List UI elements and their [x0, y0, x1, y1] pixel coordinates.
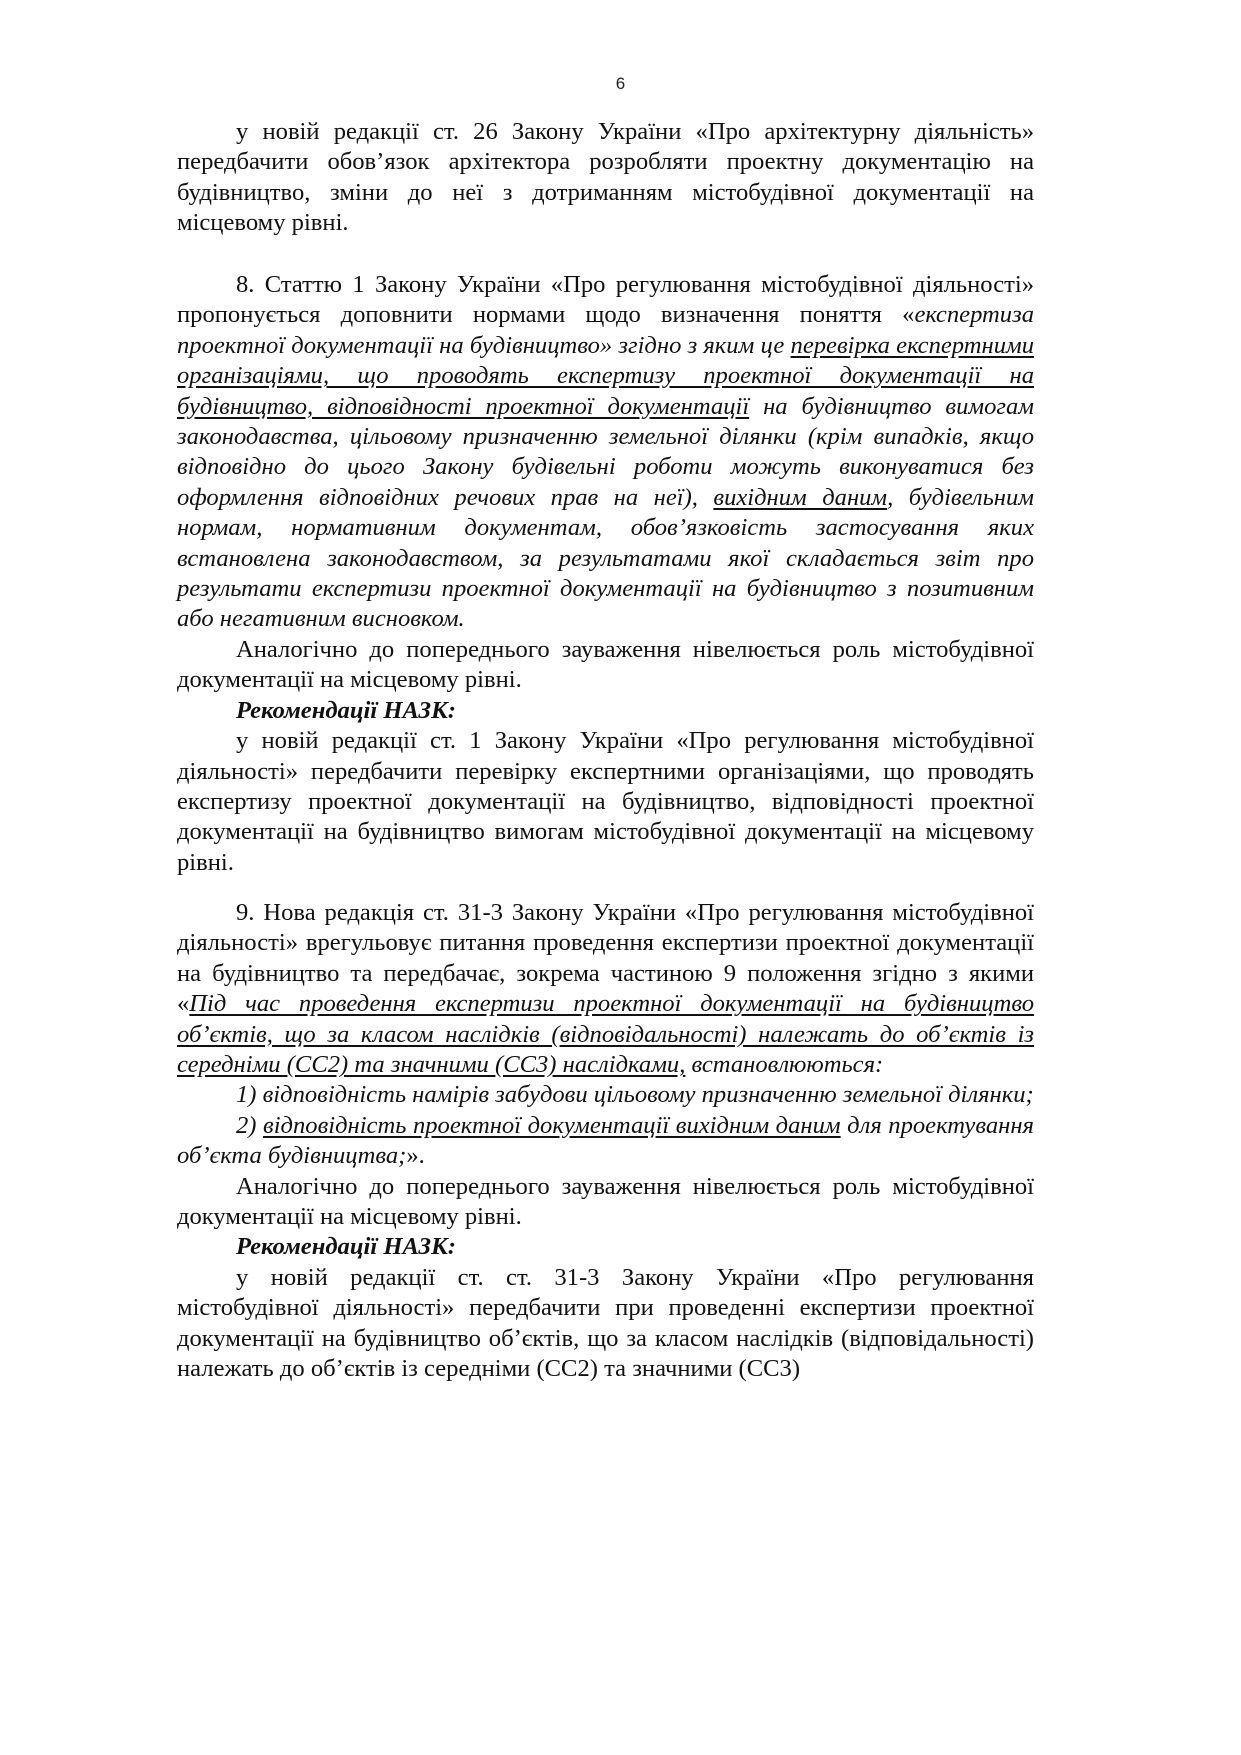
section-8-quote-part2: на будівництво вимогам законодавства, цільовому призначенню земельної ділянки (крім випадків, якщо відповідно до цього Закону будівельні роботи можуть виконуватися без оформлення відповідних речових прав на неї), [177, 392, 1034, 511]
section-9-item-2-tail: для проектування об’єкта будівництва; [177, 1111, 1034, 1170]
section-8-quote-underlined1: перевірка експертними організаціями, що проводять експертизу проектної документації на будівництво, відповідності проектної документації [177, 331, 1035, 420]
section-9-recommendation: у новій редакції ст. ст. 31-3 Закону України «Про регулювання містобудівної діяльності» передбачити при проведенні експертизи проектної документації на будівництво об’єктів, що за класом наслідків (відповідальності) належать до об’єктів із середніми (СС2) та значними (СС3) [177, 1263, 1034, 1383]
paragraph: у новій редакції ст. 26 Закону України «Про архітектурну діяльність» передбачити обов’язок архітектора розробляти проектну документацію на будівництво, зміни до неї з дотриманням містобудівної документації на місцевому рівні. [177, 118, 1034, 237]
section-8-recommendations-heading: Рекомендації НАЗК: [236, 696, 456, 724]
section-8 [177, 270, 1034, 878]
section-8-quote-underlined2: вихідним даним [713, 483, 888, 511]
section-9-recommendations-heading: Рекомендації НАЗК: [236, 1233, 456, 1261]
section-9-item-2-prefix: 2) [236, 1111, 264, 1139]
page-number: 6 [615, 74, 626, 93]
section-9-quote-underlined: Під час проведення експертизи проектної документації на будівництво об’єктів, що за класом наслідків (відповідальності) належать до об’єктів із середніми (СС2) та значними (СС3) наслідками, [177, 990, 1034, 1079]
section-8-intro: 8. Статтю 1 Закону України «Про регулювання містобудівної діяльності» пропонується доповнити нормами щодо визначення поняття « [177, 271, 1034, 329]
section-9-item-2-close: ». [406, 1142, 425, 1170]
section-8-quote-part1: експертиза проектної документації на будівництво» згідно з яким це [177, 301, 1034, 359]
section-7-recommendation-tail [177, 117, 1034, 239]
section-9-item-2-underlined: відповідність проектної документації вихідним даним [263, 1111, 841, 1139]
section-9-item-1: 1) відповідність намірів забудови цільовому призначенню земельної ділянки; [236, 1081, 1034, 1109]
section-9-quote-tail: встановлюються: [685, 1051, 884, 1079]
section-8-recommendation: у новій редакції ст. 1 Закону України «Про регулювання містобудівної діяльності» передбачити перевірку експертними організаціями, що проводять експертизу проектної документації на будівництво, відповідності проектної документації на будівництво вимогам містобудівної документації на місцевому рівні. [177, 727, 1034, 876]
section-9-intro: 9. Нова редакція ст. 31-3 Закону України «Про регулювання містобудівної діяльності» врегульовує питання проведення експертизи проектної документації на будівництво та передбачає, зокрема частиною 9 положення згідно з якими « [177, 899, 1034, 1018]
section-9-comment: Аналогічно до попереднього зауваження нівелюється роль містобудівної документації на місцевому рівні. [177, 1172, 1034, 1231]
section-8-comment: Аналогічно до попереднього зауваження нівелюється роль містобудівної документації на місцевому рівні. [177, 635, 1034, 694]
section-9-paragraph [177, 898, 1034, 1080]
section-9 [177, 898, 1034, 1385]
section-8-paragraph [177, 270, 1034, 635]
section-8-quote-part3: , будівельним нормам, нормативним документам, обов’язковість застосування яких встановлена законодавством, за результатами якої складається звіт про результати експертизи проектної документації на будівництво з позитивним або негативним висновком. [177, 483, 1034, 633]
section-9-item-2 [177, 1111, 1034, 1172]
